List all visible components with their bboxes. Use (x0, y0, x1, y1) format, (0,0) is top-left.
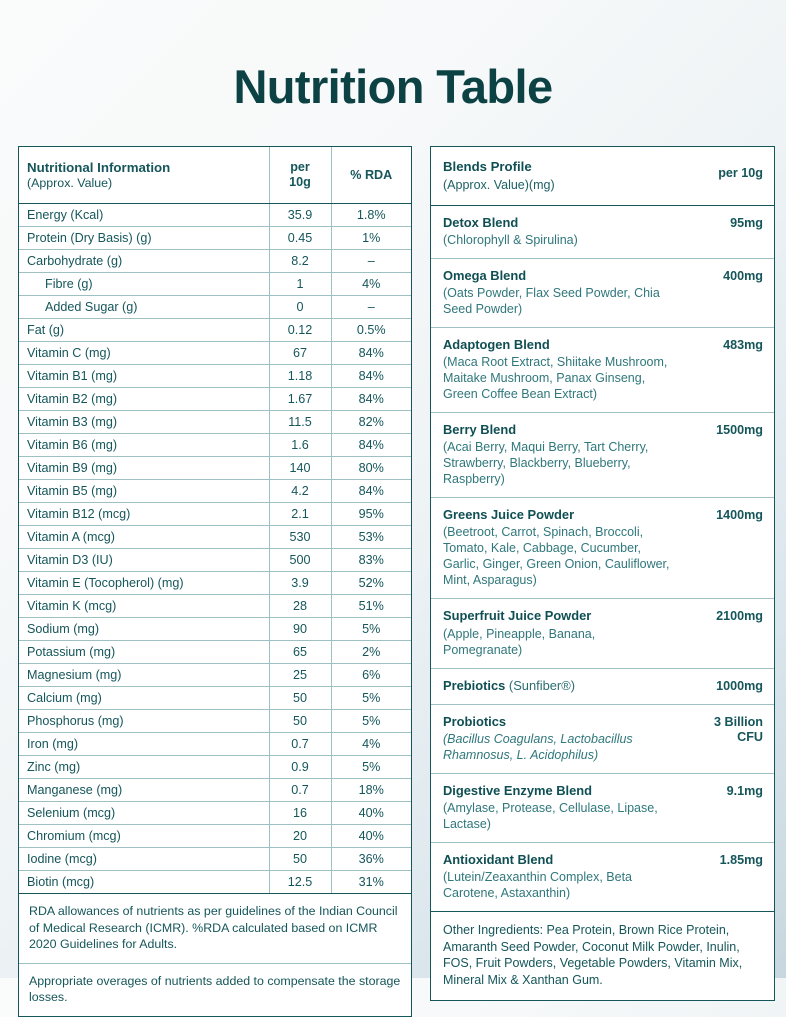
nutrient-percent-rda: – (331, 250, 411, 273)
blend-ingredients: (Apple, Pineapple, Banana, Pomegranate) (443, 626, 596, 657)
blend-amount: 483mg (723, 338, 763, 353)
table-row (19, 526, 411, 549)
blends-header-title: Blends Profile (443, 159, 532, 175)
page-title: Nutrition Table (233, 60, 553, 113)
nutrient-name: Vitamin B6 (mg) (19, 434, 269, 457)
nutrient-name: Iron (mg) (19, 733, 269, 756)
nutrient-percent-rda: 84% (331, 388, 411, 411)
blend-ingredients: (Amylase, Protease, Cellulase, Lipase, Lactase) (443, 800, 658, 831)
nutrient-percent-rda: 1% (331, 227, 411, 250)
nutrient-name: Vitamin B5 (mg) (19, 480, 269, 503)
blend-row (431, 599, 774, 668)
nutrient-percent-rda: 1.8% (331, 204, 411, 227)
blends-table-body (431, 206, 774, 911)
table-row (19, 618, 411, 641)
nutrient-percent-rda: 95% (331, 503, 411, 526)
header-label-main: Nutritional Information (27, 160, 171, 176)
nutrient-per-10g: 28 (269, 595, 331, 618)
nutrient-per-10g: 0.7 (269, 733, 331, 756)
nutrient-percent-rda: 5% (331, 618, 411, 641)
nutrient-percent-rda: 5% (331, 756, 411, 779)
blend-amount: 9.1mg (726, 783, 763, 798)
nutrient-per-10g: 0.9 (269, 756, 331, 779)
nutrient-name: Potassium (mg) (19, 641, 269, 664)
nutrient-name: Vitamin B1 (mg) (19, 365, 269, 388)
blend-ingredients: (Maca Root Extract, Shiitake Mushroom, Maitake Mushroom, Panax Ginseng, Green Coffee Bean Extract) (443, 355, 668, 402)
nutrient-per-10g: 50 (269, 848, 331, 871)
blend-row-left (443, 215, 685, 248)
other-ingredients-card (430, 912, 775, 1001)
notes-card (18, 894, 412, 1017)
nutrient-per-10g: 0.7 (269, 779, 331, 802)
nutrient-name: Manganese (mg) (19, 779, 269, 802)
blend-title-text: Digestive Enzyme Blend (443, 782, 593, 798)
blend-title-text: Antioxidant Blend (443, 851, 554, 867)
nutrient-percent-rda: 84% (331, 434, 411, 457)
blend-title (443, 337, 677, 353)
blend-title-text: Omega Blend (443, 267, 527, 283)
nutrient-per-10g: 3.9 (269, 572, 331, 595)
nutrition-header-row (19, 147, 411, 204)
blend-ingredients: (Beetroot, Carrot, Spinach, Broccoli, Tomato, Kale, Cabbage, Cucumber, Garlic, Ginger, Green Onion, Cauliflower, Mint, Asparagus) (443, 525, 670, 588)
table-row (19, 296, 411, 319)
nutrient-per-10g: 4.2 (269, 480, 331, 503)
nutrient-per-10g: 11.5 (269, 411, 331, 434)
blend-row-left (443, 714, 685, 763)
nutrient-per-10g: 50 (269, 687, 331, 710)
nutrient-percent-rda: 5% (331, 687, 411, 710)
blend-title (443, 852, 677, 868)
blend-title-text: Greens Juice Powder (443, 507, 575, 523)
nutrient-name: Carbohydrate (g) (19, 250, 269, 273)
nutrient-per-10g: 1.18 (269, 365, 331, 388)
blend-amount: 3 Billion CFU (714, 714, 763, 744)
nutrient-percent-rda: 18% (331, 779, 411, 802)
blend-title (443, 714, 677, 730)
table-row (19, 825, 411, 848)
nutrient-name: Fat (g) (19, 319, 269, 342)
nutrient-per-10g: 16 (269, 802, 331, 825)
blend-title-suffix: (Sunfiber®) (505, 677, 576, 693)
nutrient-per-10g: 20 (269, 825, 331, 848)
nutrient-per-10g: 2.1 (269, 503, 331, 526)
tables-container (0, 111, 786, 1017)
table-row (19, 595, 411, 618)
table-row (19, 710, 411, 733)
blend-row (431, 206, 774, 259)
table-row (19, 250, 411, 273)
nutrient-per-10g: 12.5 (269, 871, 331, 894)
nutrition-note: RDA allowances of nutrients as per guidelines of the Indian Council of Medical Research (ICMR). %RDA calculated based on ICMR 2020 Guidelines for Adults. (29, 904, 398, 952)
blend-row-left (443, 783, 685, 832)
blend-ingredients: (Chlorophyll & Spirulina) (443, 232, 578, 247)
blend-row-left (443, 422, 685, 487)
nutrient-per-10g: 67 (269, 342, 331, 365)
blend-amount: 1000mg (716, 678, 763, 693)
blend-title-text: Detox Blend (443, 214, 519, 230)
blend-title (443, 215, 677, 231)
blend-amount: 95mg (730, 215, 763, 230)
nutrient-percent-rda: 40% (331, 825, 411, 848)
blends-header-left (443, 159, 685, 193)
blend-title (443, 268, 677, 284)
table-row (19, 434, 411, 457)
blend-row (431, 843, 774, 911)
nutrient-per-10g: 1 (269, 273, 331, 296)
table-row (19, 342, 411, 365)
blend-amount: 1.85mg (719, 852, 763, 867)
blend-row (431, 669, 774, 705)
table-row (19, 457, 411, 480)
blend-title-text: Prebiotics (443, 677, 506, 693)
nutrient-name: Fibre (g) (19, 273, 269, 296)
nutrient-name: Sodium (mg) (19, 618, 269, 641)
blend-ingredients: (Lutein/Zeaxanthin Complex, Beta Carotene, Astaxanthin) (443, 870, 632, 901)
nutrient-name: Vitamin D3 (IU) (19, 549, 269, 572)
nutrient-name: Vitamin C (mg) (19, 342, 269, 365)
nutrient-name: Biotin (mcg) (19, 871, 269, 894)
nutrient-percent-rda: 5% (331, 710, 411, 733)
nutrient-percent-rda: 51% (331, 595, 411, 618)
table-row (19, 641, 411, 664)
blend-title (443, 507, 677, 523)
nutrient-per-10g: 140 (269, 457, 331, 480)
blend-amount: 2100mg (716, 609, 763, 624)
blend-title-text: Berry Blend (443, 422, 517, 438)
table-row (19, 756, 411, 779)
other-ingredients-text: Other Ingredients: Pea Protein, Brown Rice Protein, Amaranth Seed Powder, Coconut Milk Powder, Inulin, FOS, Fruit Powders, Vegetable Powders, Vitamin Mix, Mineral Mix & Xanthan Gum. (443, 923, 743, 987)
nutrient-name: Vitamin B2 (mg) (19, 388, 269, 411)
blend-title (443, 608, 677, 624)
table-row (19, 503, 411, 526)
nutrient-per-10g: 90 (269, 618, 331, 641)
nutrient-percent-rda: – (331, 296, 411, 319)
nutrient-name: Magnesium (mg) (19, 664, 269, 687)
table-row (19, 549, 411, 572)
header-per-line1: per (290, 160, 310, 175)
nutrient-per-10g: 1.6 (269, 434, 331, 457)
blend-amount: 400mg (723, 268, 763, 283)
nutrient-per-10g: 65 (269, 641, 331, 664)
blend-title-text: Superfruit Juice Powder (443, 608, 592, 624)
nutrient-percent-rda: 84% (331, 342, 411, 365)
table-row (19, 687, 411, 710)
blend-row (431, 328, 774, 413)
blends-header-row (431, 147, 774, 206)
nutrient-percent-rda: 0.5% (331, 319, 411, 342)
table-row (19, 480, 411, 503)
nutrient-percent-rda: 31% (358, 875, 384, 890)
table-row (19, 204, 411, 227)
blend-ingredients: (Bacillus Coagulans, Lactobacillus Rhamnosus, L. Acidophilus) (443, 731, 633, 762)
blend-row-left (443, 337, 685, 402)
table-row (19, 411, 411, 434)
blend-row (431, 259, 774, 328)
nutrient-name: Chromium (mcg) (19, 825, 269, 848)
blend-row-left (443, 678, 685, 694)
blend-row (431, 774, 774, 843)
table-row (19, 664, 411, 687)
table-row (19, 388, 411, 411)
nutrient-percent-rda: 82% (331, 411, 411, 434)
nutrient-per-10g: 35.9 (269, 204, 331, 227)
nutrient-name: Iodine (mcg) (19, 848, 269, 871)
nutrient-per-10g: 50 (269, 710, 331, 733)
nutrient-percent-rda: 4% (331, 733, 411, 756)
nutrient-percent-rda: 80% (331, 457, 411, 480)
header-percent-rda: % RDA (331, 147, 411, 204)
blend-ingredients: (Oats Powder, Flax Seed Powder, Chia Seed Powder) (443, 286, 660, 317)
nutrient-per-10g: 0.12 (269, 319, 331, 342)
nutrient-name: Protein (Dry Basis) (g) (19, 227, 269, 250)
blends-table-card (430, 146, 775, 912)
blend-row (431, 498, 774, 599)
blends-header-subtitle: (Approx. Value)(mg) (443, 177, 555, 192)
nutrient-name: Energy (Kcal) (19, 204, 269, 227)
table-row (19, 273, 411, 296)
nutrient-percent-rda: 40% (331, 802, 411, 825)
blend-title (443, 422, 677, 438)
nutrient-percent-rda: 84% (331, 365, 411, 388)
table-row (19, 848, 411, 871)
nutrition-table-head (19, 147, 411, 204)
blend-title-text: Adaptogen Blend (443, 337, 550, 353)
notes-container (19, 894, 411, 1016)
table-row (19, 227, 411, 250)
nutrition-table (19, 147, 411, 893)
nutrient-percent-rda: 83% (331, 549, 411, 572)
header-nutritional-information (19, 147, 269, 204)
nutrient-per-10g: 1.67 (269, 388, 331, 411)
nutrient-name: Vitamin K (mcg) (19, 595, 269, 618)
nutrient-percent-rda: 6% (331, 664, 411, 687)
header-label-sub: (Approx. Value) (27, 176, 113, 191)
blend-title (443, 783, 677, 799)
blend-ingredients: (Acai Berry, Maqui Berry, Tart Cherry, Strawberry, Blackberry, Blueberry, Raspberry) (443, 440, 649, 487)
table-row (19, 779, 411, 802)
nutrient-name: Vitamin B9 (mg) (19, 457, 269, 480)
nutrition-table-body (19, 204, 411, 894)
blend-row-left (443, 507, 685, 588)
blends-header-amount: per 10g (718, 166, 763, 181)
nutrient-name: Selenium (mcg) (19, 802, 269, 825)
blend-row (431, 413, 774, 498)
nutrition-table-card (18, 146, 412, 894)
nutrient-percent-rda: 53% (331, 526, 411, 549)
table-row (19, 802, 411, 825)
nutrient-percent-rda: 36% (331, 848, 411, 871)
nutrient-per-10g: 500 (269, 549, 331, 572)
nutrient-name: Vitamin B12 (mcg) (19, 503, 269, 526)
blend-row-left (443, 608, 685, 657)
nutrient-percent-rda: 4% (331, 273, 411, 296)
blend-row (431, 705, 774, 774)
nutrient-name: Vitamin A (mcg) (19, 526, 269, 549)
table-row (19, 733, 411, 756)
nutrient-name: Zinc (mg) (19, 756, 269, 779)
nutrition-column (18, 146, 412, 1017)
table-row (19, 365, 411, 388)
nutrient-name: Phosphorus (mg) (19, 710, 269, 733)
nutrient-name: Added Sugar (g) (19, 296, 269, 319)
blend-title (443, 678, 677, 694)
blend-row-left (443, 268, 685, 317)
table-row (19, 319, 411, 342)
nutrient-name: Vitamin E (Tocopherol) (mg) (19, 572, 269, 595)
nutrient-per-10g: 8.2 (269, 250, 331, 273)
header-per-line2: 10g (289, 175, 311, 190)
blend-title-text: Probiotics (443, 713, 507, 729)
header-per-10g (269, 147, 331, 204)
blends-column (430, 146, 775, 1000)
nutrient-percent-rda: 2% (331, 641, 411, 664)
nutrition-note: Appropriate overages of nutrients added to compensate the storage losses. (19, 963, 411, 1016)
blend-amount: 1500mg (716, 423, 763, 438)
nutrient-per-10g: 0 (269, 296, 331, 319)
table-row (19, 572, 411, 595)
blend-row-left (443, 852, 685, 901)
nutrient-name: Calcium (mg) (19, 687, 269, 710)
nutrient-percent-rda: 52% (331, 572, 411, 595)
table-row (19, 871, 411, 894)
nutrient-percent-rda: 84% (331, 480, 411, 503)
nutrient-name: Vitamin B3 (mg) (19, 411, 269, 434)
nutrient-per-10g: 0.45 (269, 227, 331, 250)
nutrient-per-10g: 25 (269, 664, 331, 687)
nutrient-per-10g: 530 (269, 526, 331, 549)
blend-amount: 1400mg (716, 508, 763, 523)
